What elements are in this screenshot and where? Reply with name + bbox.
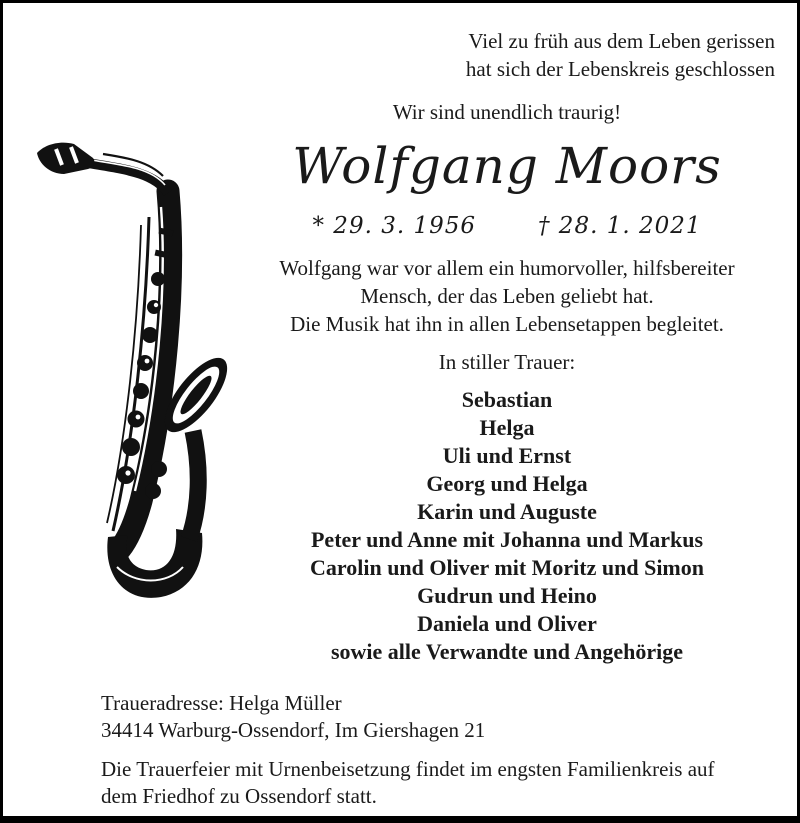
mourner-item: Daniela und Oliver — [417, 611, 597, 636]
mourner-item: Uli und Ernst — [442, 443, 572, 468]
mourner-item: Sebastian — [461, 387, 553, 412]
opening-verse — [466, 27, 775, 83]
mourner-item: sowie alle Verwandte und Angehörige — [330, 639, 684, 664]
mourner-item: Gudrun und Heino — [417, 583, 597, 608]
opening-line-2: hat sich der Lebenskreis geschlossen — [465, 57, 775, 81]
address-line-2: 34414 Warburg-Ossendorf, Im Giershagen 21 — [101, 718, 486, 742]
mourners-list — [221, 386, 793, 666]
saxophone-icon — [31, 139, 233, 611]
mourner-item: Karin und Auguste — [417, 499, 597, 524]
address-line-1: Traueradresse: Helga Müller — [101, 691, 342, 715]
birth-date: * 29. 3. 1956 — [312, 213, 476, 239]
eulogy-line-1: Wolfgang war vor allem ein humorvoller, hilfsbereiter — [279, 256, 735, 280]
eulogy-text — [221, 254, 793, 338]
mourner-item: Georg und Helga — [426, 471, 588, 496]
mourner-item: Peter und Anne mit Johanna und Markus — [310, 527, 703, 552]
mourner-item: Helga — [479, 415, 535, 440]
grief-line: Wir sind unendlich traurig! — [392, 100, 622, 124]
mourning-address — [101, 690, 485, 744]
eulogy-line-3: Die Musik hat ihn in allen Lebensetappen begleitet. — [290, 312, 724, 336]
funeral-line-2: dem Friedhof zu Ossendorf statt. — [101, 784, 377, 808]
funeral-line-1: Die Trauerfeier mit Urnenbeisetzung findet im engsten Familienkreis auf — [101, 757, 715, 781]
death-date: † 28. 1. 2021 — [538, 213, 702, 239]
funeral-info — [101, 756, 715, 810]
opening-line-1: Viel zu früh aus dem Leben gerissen — [468, 29, 775, 53]
eulogy-line-2: Mensch, der das Leben geliebt hat. — [360, 284, 654, 308]
mourner-item: Carolin und Oliver mit Moritz und Simon — [309, 555, 704, 580]
life-dates — [221, 213, 793, 239]
deceased-name: Wolfgang Moors — [292, 137, 722, 195]
mourning-label: In stiller Trauer: — [438, 350, 576, 374]
